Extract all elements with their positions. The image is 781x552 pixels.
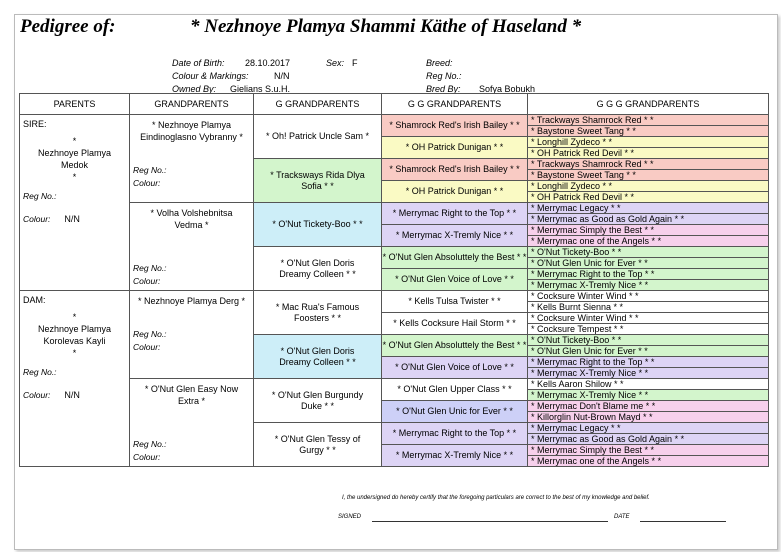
dam-label: DAM: [23, 295, 46, 305]
ggg-grandparent-cell [528, 214, 769, 225]
ggg-grandparent-name: * OH Patrick Red Devil * * [531, 148, 635, 158]
g-grandparent-cell [254, 423, 382, 467]
ggg-grandparent-name: * O'Nut Glen Unic for Ever * * [531, 346, 648, 356]
ggg-grandparent-name: * Trackways Shamrock Red * * [531, 159, 654, 169]
gg-grandparent-cell [382, 115, 528, 137]
ggg-grandparent-name: * Cocksure Tempest * * [531, 324, 624, 334]
dog-name: * Nezhnoye Plamya Shammi Käthe of Haseland * [190, 16, 582, 37]
sire-colour-label: Colour: [23, 214, 51, 224]
grandparent-name: * Nezhnoye Plamya Eindinoglasno Vybranny * [140, 120, 243, 142]
gg-grandparent-name: * O'Nut Glen Upper Class * * [397, 384, 512, 394]
owned-label: Owned By: [172, 84, 217, 94]
ggg-grandparent-cell [528, 445, 769, 456]
ggg-grandparent-cell [528, 269, 769, 280]
col-header-ggg-grandparents: G G G GRANDPARENTS [528, 94, 769, 115]
col-header-parents: PARENTS [20, 94, 130, 115]
g-grandparent-cell [254, 203, 382, 247]
ggg-grandparent-cell [528, 170, 769, 181]
g-grandparent-name: * Mac Rua's Famous Foosters * * [275, 301, 360, 323]
ggg-grandparent-cell [528, 412, 769, 423]
ggg-grandparent-name: * Merrymac as Good as Gold Again * * [531, 434, 685, 444]
pedigree-label: Pedigree of: [20, 16, 116, 37]
ggg-grandparent-name: * O'Nut Glen Unic for Ever * * [531, 258, 648, 268]
ggg-grandparent-cell [528, 203, 769, 214]
ggg-grandparent-cell [528, 247, 769, 258]
ggg-grandparent-cell [528, 401, 769, 412]
sex-label: Sex: [326, 58, 345, 68]
g-grandparent-name: * O'Nut Glen Tessy of Gurgy * * [274, 433, 361, 455]
sex-value: F [352, 58, 358, 68]
gg-grandparent-name: * Merrymac X-Tremly Nice * * [395, 230, 514, 240]
sire-cell [20, 115, 130, 291]
grandparent-colour-label: Colour: [133, 276, 161, 286]
bred-value: Sofya Bobukh [479, 84, 536, 94]
ggg-grandparent-name: * O'Nut Tickety-Boo * * [531, 335, 622, 345]
signed-label: SIGNED [338, 514, 362, 520]
gg-grandparent-name: * OH Patrick Dunigan * * [405, 142, 504, 152]
ggg-grandparent-name: * Trackways Shamrock Red * * [531, 115, 654, 125]
grandparent-name: * O'Nut Glen Easy Now Extra * [144, 384, 239, 406]
ggg-grandparent-cell [528, 434, 769, 445]
gg-grandparent-name: * Merrymac Right to the Top * * [392, 208, 517, 218]
gg-grandparent-cell [382, 291, 528, 313]
sire-label: SIRE: [23, 119, 47, 129]
ggg-grandparent-name: * Longhill Zydeco * * [531, 181, 613, 191]
ggg-grandparent-name: * Merrymac Don't Blame me * * [531, 401, 656, 411]
sire-star: * [72, 136, 77, 146]
dam-cell [20, 291, 130, 467]
dob-label: Date of Birth: [172, 58, 225, 68]
ggg-grandparent-name: * Merrymac X-Tremly Nice * * [531, 280, 649, 290]
grandparent-cell [130, 203, 254, 291]
gg-grandparent-name: * O'Nut Glen Absoluttely the Best * * [382, 340, 527, 350]
col-header-grandparents: GRANDPARENTS [130, 94, 254, 115]
ggg-grandparent-cell [528, 126, 769, 137]
gg-grandparent-cell [382, 335, 528, 357]
dam-name: Nezhnoye Plamya Korolevas Kayli [37, 324, 112, 346]
g-grandparent-name: * Oh! Patrick Uncle Sam * [265, 131, 370, 141]
grandparent-cell [130, 115, 254, 203]
gg-grandparent-cell [382, 269, 528, 291]
ggg-grandparent-name: * Merrymac one of the Angels * * [531, 456, 662, 466]
date-line[interactable] [640, 521, 726, 522]
ggg-grandparent-cell [528, 324, 769, 335]
gg-grandparent-name: * O'Nut Glen Unic for Ever * * [396, 406, 513, 416]
dob-value: 28.10.2017 [245, 58, 291, 68]
gg-grandparent-cell [382, 247, 528, 269]
gg-grandparent-name: * OH Patrick Dunigan * * [405, 186, 504, 196]
gg-grandparent-cell [382, 313, 528, 335]
gg-grandparent-name: * Shamrock Red's Irish Bailey * * [389, 120, 520, 130]
ggg-grandparent-name: * Baystone Sweet Tang * * [531, 126, 636, 136]
colour-value: N/N [274, 71, 290, 81]
owned-value: Gielians S.u.H. [230, 84, 291, 94]
ggg-grandparent-name: * Baystone Sweet Tang * * [531, 170, 636, 180]
ggg-grandparent-name: * Cocksure Winter Wind * * [531, 313, 639, 323]
gg-grandparent-name: * O'Nut Glen Absoluttely the Best * * [382, 252, 527, 262]
ggg-grandparent-name: * Merrymac as Good as Gold Again * * [531, 214, 685, 224]
grandparent-colour-label: Colour: [133, 452, 161, 462]
ggg-grandparent-name: * Merrymac Right to the Top * * [531, 357, 655, 367]
signature-line[interactable] [372, 521, 608, 522]
ggg-grandparent-name: * Merrymac Legacy * * [531, 423, 621, 433]
gg-grandparent-cell [382, 401, 528, 423]
g-grandparent-cell [254, 159, 382, 203]
ggg-grandparent-cell [528, 280, 769, 291]
g-grandparent-cell [254, 247, 382, 291]
bred-label: Bred By: [426, 84, 461, 94]
col-header-g-grandparents: G GRANDPARENTS [254, 94, 382, 115]
gg-grandparent-cell [382, 379, 528, 401]
g-grandparent-cell [254, 379, 382, 423]
ggg-grandparent-name: * Merrymac one of the Angels * * [531, 236, 662, 246]
ggg-grandparent-cell [528, 346, 769, 357]
ggg-grandparent-name: * O'Nut Tickety-Boo * * [531, 247, 622, 257]
sire-reg-label: Reg No.: [23, 191, 57, 201]
regno-label: Reg No.: [426, 71, 462, 81]
ggg-grandparent-cell [528, 423, 769, 434]
ggg-grandparent-cell [528, 302, 769, 313]
ggg-grandparent-cell [528, 148, 769, 159]
gg-grandparent-cell [382, 203, 528, 225]
ggg-grandparent-name: * Cocksure Winter Wind * * [531, 291, 639, 301]
breed-label: Breed: [426, 58, 453, 68]
ggg-grandparent-cell [528, 181, 769, 192]
ggg-grandparent-cell [528, 192, 769, 203]
grandparent-colour-label: Colour: [133, 178, 161, 188]
g-grandparent-name: * O'Nut Glen Burgundy Duke * * [271, 389, 364, 411]
g-grandparent-cell [254, 291, 382, 335]
gg-grandparent-cell [382, 357, 528, 379]
ggg-grandparent-name: * Merrymac X-Tremly Nice * * [531, 390, 649, 400]
grandparent-cell [130, 291, 254, 379]
gg-grandparent-cell [382, 423, 528, 445]
sire-name: Nezhnoye Plamya Medok [37, 148, 112, 170]
gg-grandparent-cell [382, 181, 528, 203]
grandparent-name: * Volha Volshebnitsa Vedma * [150, 208, 233, 230]
ggg-grandparent-name: * Longhill Zydeco * * [531, 137, 613, 147]
g-grandparent-name: * Tracksways Rida Dlya Sofia * * [270, 169, 365, 191]
dam-colour-label: Colour: [23, 390, 51, 400]
ggg-grandparent-name: * Kells Aaron Shilow * * [531, 379, 624, 389]
g-grandparent-name: * O'Nut Glen Doris Dreamy Colleen * * [279, 257, 356, 279]
grandparent-name: * Nezhnoye Plamya Derg * [137, 296, 246, 306]
gg-grandparent-cell [382, 137, 528, 159]
g-grandparent-name: * O'Nut Tickety-Boo * * [272, 219, 363, 229]
ggg-grandparent-cell [528, 159, 769, 170]
grandparent-reg-label: Reg No.: [133, 263, 167, 273]
g-grandparent-cell [254, 115, 382, 159]
dam-colour-value: N/N [64, 390, 80, 400]
ggg-grandparent-name: * Merrymac Simply the Best * * [531, 225, 655, 235]
ggg-grandparent-cell [528, 137, 769, 148]
grandparent-cell [130, 379, 254, 467]
certification-text: I, the undersigned do hereby certify that the foregoing particulars are correct to the best of my knowledge and belief. [342, 495, 650, 501]
g-grandparent-name: * O'Nut Glen Doris Dreamy Colleen * * [279, 345, 356, 367]
ggg-grandparent-cell [528, 335, 769, 346]
gg-grandparent-name: * Merrymac X-Tremly Nice * * [395, 450, 514, 460]
gg-grandparent-cell [382, 159, 528, 181]
ggg-grandparent-cell [528, 225, 769, 236]
g-grandparent-cell [254, 335, 382, 379]
ggg-grandparent-cell [528, 456, 769, 467]
ggg-grandparent-name: * Merrymac X-Tremly Nice * * [531, 368, 649, 378]
grandparent-reg-label: Reg No.: [133, 439, 167, 449]
gg-grandparent-name: * Shamrock Red's Irish Bailey * * [389, 164, 520, 174]
sire-colour-value: N/N [64, 214, 80, 224]
ggg-grandparent-cell [528, 357, 769, 368]
gg-grandparent-name: * Kells Cocksure Hail Storm * * [393, 318, 516, 328]
grandparent-reg-label: Reg No.: [133, 329, 167, 339]
ggg-grandparent-cell [528, 115, 769, 126]
dam-reg-label: Reg No.: [23, 367, 57, 377]
ggg-grandparent-name: * Merrymac Simply the Best * * [531, 445, 655, 455]
sire-star2: * [72, 172, 77, 182]
dam-star2: * [72, 348, 77, 358]
ggg-grandparent-name: * OH Patrick Red Devil * * [531, 192, 635, 202]
gg-grandparent-name: * Merrymac Right to the Top * * [392, 428, 517, 438]
grandparent-colour-label: Colour: [133, 342, 161, 352]
ggg-grandparent-cell [528, 258, 769, 269]
colour-label: Colour & Markings: [172, 71, 249, 81]
gg-grandparent-cell [382, 445, 528, 467]
dam-star: * [72, 312, 77, 322]
ggg-grandparent-name: * Merrymac Legacy * * [531, 203, 621, 213]
date-label: DATE [614, 514, 630, 520]
ggg-grandparent-cell [528, 313, 769, 324]
ggg-grandparent-name: * Merrymac Right to the Top * * [531, 269, 655, 279]
gg-grandparent-cell [382, 225, 528, 247]
ggg-grandparent-cell [528, 291, 769, 302]
gg-grandparent-name: * O'Nut Glen Voice of Love * * [395, 362, 514, 372]
ggg-grandparent-name: * Kells Burnt Sienna * * [531, 302, 624, 312]
gg-grandparent-name: * O'Nut Glen Voice of Love * * [395, 274, 514, 284]
gg-grandparent-name: * Kells Tulsa Twister * * [408, 296, 501, 306]
ggg-grandparent-cell [528, 390, 769, 401]
pedigree-table [19, 93, 769, 467]
grandparent-reg-label: Reg No.: [133, 165, 167, 175]
col-header-gg-grandparents: G G GRANDPARENTS [382, 94, 528, 115]
ggg-grandparent-cell [528, 368, 769, 379]
ggg-grandparent-cell [528, 379, 769, 390]
ggg-grandparent-cell [528, 236, 769, 247]
ggg-grandparent-name: * Killorglin Nut-Brown Mayd * * [531, 412, 653, 422]
